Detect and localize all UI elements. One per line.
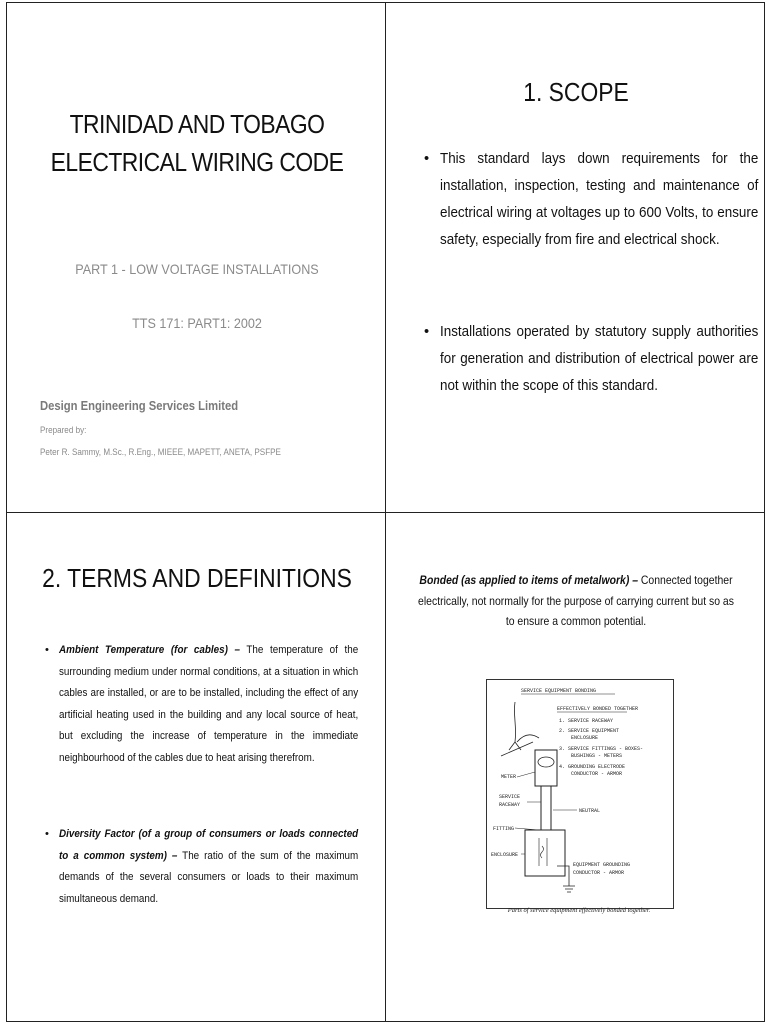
ground-symbol-icon: [563, 886, 575, 892]
definition-text: [59, 824, 358, 910]
organization-name: Design Engineering Services Limited: [40, 399, 239, 413]
bullet-icon: •: [45, 828, 49, 840]
document-title: [47, 105, 346, 181]
slide-heading: 2. TERMS AND DEFINITIONS: [42, 563, 352, 593]
legend-item: 1. SERVICE RACEWAY: [559, 718, 614, 724]
definition-term: Ambient Temperature (for cables) –: [59, 644, 240, 656]
definition-text: [59, 640, 358, 769]
document-subtitle: PART 1 - LOW VOLTAGE INSTALLATIONS: [75, 261, 319, 277]
legend-item: ENCLOSURE: [571, 735, 599, 741]
enclosure-label: ENCLOSURE: [491, 852, 519, 858]
title-line-2: ELECTRICAL WIRING CODE: [50, 147, 344, 177]
legend-item: 4. GROUNDING ELECTRODE: [559, 764, 626, 770]
diagram-title: SERVICE EQUIPMENT BONDING: [521, 688, 597, 694]
equipment-ground-label: CONDUCTOR - ARMOR: [573, 870, 625, 876]
fitting-label: FITTING: [493, 826, 515, 832]
bus-bars: [539, 838, 547, 866]
bullet-icon: •: [45, 644, 49, 656]
author-credits: Peter R. Sammy, M.Sc., R.Eng., MIEEE, MAPETT, ANETA, PSFPE: [40, 447, 281, 457]
meter-label: METER: [501, 774, 517, 780]
meter-dial-icon: [538, 757, 554, 767]
definition-body: Connected together electrically, not normally for the purpose of carrying current but so as to ensure a common potential.: [418, 574, 734, 628]
definition-term: Diversity Factor (of a group of consumers or loads connected to a common system) –: [59, 828, 359, 862]
service-raceway: [541, 786, 551, 830]
bullet-icon: •: [424, 324, 430, 340]
standard-number: TTS 171: PART1: 2002: [132, 315, 262, 331]
raceway-label: RACEWAY: [499, 802, 521, 808]
legend-heading: EFFECTIVELY BONDED TOGETHER: [557, 706, 639, 712]
service-enclosure: [525, 830, 565, 876]
definition-body: The ratio of the sum of the maximum demands of the several consumers or loads to their maximum simultaneous demand.: [59, 849, 359, 905]
bonding-diagram-drawing: [487, 680, 673, 908]
prepared-by-label: Prepared by:: [40, 425, 87, 435]
bullet-text: This standard lays down requirements for the installation, inspection, testing and maintenance of electrical wiring at voltages up to 600 Volts, to ensure safety, especially from fire and electrical shock.: [440, 151, 759, 248]
fuse-icon: [541, 846, 544, 858]
legend-item: 3. SERVICE FITTINGS - BOXES-: [559, 746, 644, 752]
definition-text: [418, 571, 735, 633]
bonding-diagram: [486, 679, 674, 909]
slide-bonded: [385, 512, 765, 1022]
bullet-text: Installations operated by statutory supply authorities for generation and distribution of electrical power are not within the scope of this standard.: [440, 324, 759, 394]
slide-heading: 1. SCOPE: [523, 77, 629, 107]
bullet-icon: •: [424, 151, 430, 167]
diagram-caption: Parts of service equipment effectively bonded together.: [507, 907, 651, 914]
meter-box: [535, 750, 557, 786]
service-drop-wire: [509, 702, 521, 750]
weatherhead-icon: [517, 735, 539, 742]
legend-item: CONDUCTOR - ARMOR: [571, 771, 623, 777]
neutral-label: NEUTRAL: [579, 808, 601, 814]
equipment-ground-label: EQUIPMENT GROUNDING: [573, 862, 631, 868]
definition-term: Bonded (as applied to items of metalwork) –: [419, 574, 639, 587]
slide-scope: [385, 2, 765, 513]
raceway-label: SERVICE: [499, 794, 521, 800]
slide-title: [6, 2, 386, 513]
definition-body: The temperature of the surrounding medium under normal conditions, at a situation in which cables are installed, or are to be installed, including the effect of any artificial heating used in the building and any local source of heat, but excluding the increase of temperature in the immediate neighbourhood of the cables due to heat arising therefrom.: [59, 644, 359, 764]
slide-terms: [6, 512, 386, 1022]
legend-item: 2. SERVICE EQUIPMENT: [559, 728, 620, 734]
legend-item: BUSHINGS - METERS: [571, 753, 623, 759]
title-line-1: TRINIDAD AND TOBAGO: [69, 109, 325, 139]
